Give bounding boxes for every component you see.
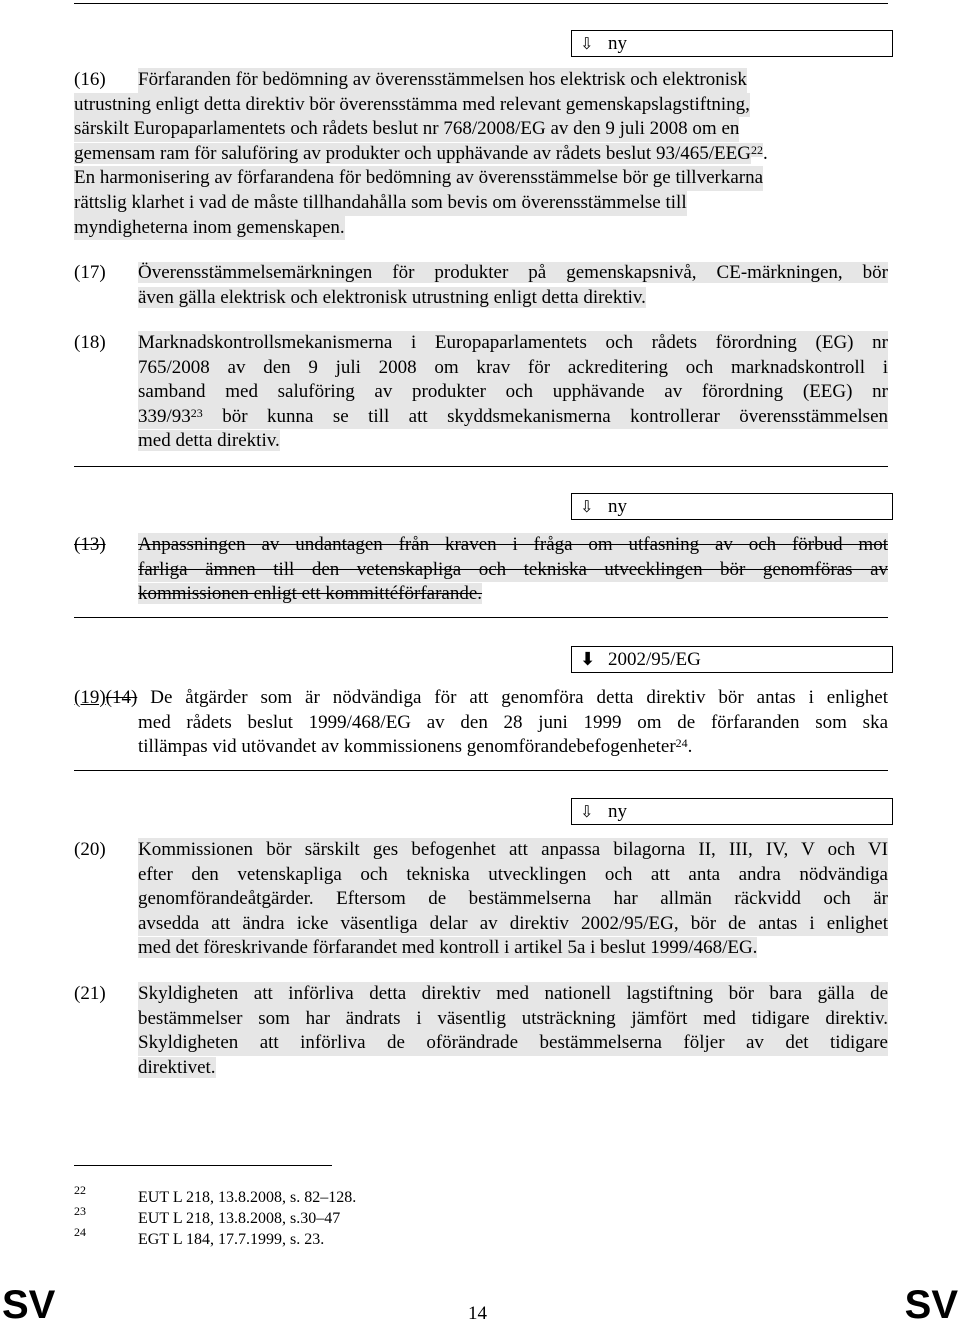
recital-text-line: rättslig klarhet i vad de måste tillhandahålla som bevis om överensstämmelse till [74, 191, 687, 216]
recital-number: (16) [74, 69, 106, 90]
recital-text-line: Anpassningen av undantagen från kraven i fråga om utfasning av och förbud mot [138, 533, 888, 558]
recital-text-line: En harmonisering av förfarandena för bedömning av överensstämmelse bör ge tillverkarna [74, 166, 763, 191]
recital-text-line: samband med saluföring av produkter och upphävande av förordning (EEG) nr [138, 380, 888, 405]
recital-number-new: (19) [74, 687, 106, 708]
recital-text-line: efter den vetenskapliga och tekniska utvecklingen och att anta andra nödvändiga [138, 863, 888, 888]
top-rule [74, 3, 888, 4]
tag-label: ny [608, 495, 627, 517]
recital-text-line: med rådets beslut 1999/468/EG av den 28 juni 1999 om de förfaranden som ska [138, 711, 888, 733]
language-code-right: SV [904, 1283, 958, 1327]
recital-17 [74, 261, 888, 313]
recital-18: (18) Marknadskontrollsmekanismerna i Europaparlamentets och rådets förordning (EG) nr 765/2008 av den 9 juli 2008 om krav för ackreditering och marknadskontroll i samband med saluföring av produkter och upphävande av förordning (EEG) nr $339/93^{23}$ bör kunna se till att skyddsmekanismerna kontrollerar överensstämmelsen med detta direktiv. [74, 332, 888, 452]
recital-text-line: Marknadskontrollsmekanismerna i Europaparlamentets och rådets förordning (EG) nr [138, 331, 888, 356]
outlined-down-arrow-icon: ⇩ [580, 497, 594, 516]
recital-19: (19)(14) De åtgärder som är nödvändiga för att genomföra detta direktiv bör antas i enlighet med rådets beslut 1999/468/EG av den 28 juni 1999 om de förfaranden som ska tillämpas vid utövandet av kommissionens genomförandebefogenheter$^{24}$. [74, 687, 888, 758]
language-code-left: SV [2, 1283, 56, 1327]
recital-text-line: Skyldigheten att införliva detta direktiv med nationell lagstiftning bör bara gälla de [138, 982, 888, 1007]
recital-text-line: 765/2008 av den 9 juli 2008 om krav för ackreditering och marknadskontroll i [138, 356, 888, 381]
recital-text-line: genomförandeåtgärder. Eftersom de bestämmelserna har allmän räckvidd och är [138, 887, 888, 912]
recital-text-line: Förfaranden för bedömning av överensstämmelsen hos elektrisk och elektronisk [138, 68, 747, 93]
recital-text-line: Överensstämmelsemärkningen för produkter på gemenskapsnivå, CE-märkningen, bör [138, 262, 888, 283]
footnote-ref: 24 [675, 736, 688, 751]
amendment-tag-ny [571, 30, 893, 57]
tag-label: 2002/95/EG [608, 648, 701, 670]
section-rule [74, 770, 888, 771]
footnote-text: EGT L 184, 17.7.1999, s. 23. [138, 1231, 325, 1248]
footnote-separator [74, 1165, 332, 1166]
recital-number: (13) [74, 534, 106, 555]
recital-text-line: utrustning enligt detta direktiv bör överensstämma med relevant gemenskapslagstiftning, [74, 93, 750, 118]
recital-text-line: gemensam ram för saluföring av produkter och upphävande av rådets beslut 93/465/EEG [74, 142, 751, 164]
recital-text-line: särskilt Europaparlamentets och rådets beslut nr 768/2008/EG av den 9 juli 2008 om en [74, 117, 739, 142]
recital-13-deleted [74, 533, 888, 609]
amendment-tag-ny [571, 493, 893, 520]
recital-text-line: med det föreskrivande förfarandet med kontroll i artikel 5a i beslut 1999/468/EG. [138, 937, 758, 959]
recital-text-line: farliga ämnen till den vetenskapliga och tekniska utvecklingen bör genomföras av [138, 558, 888, 583]
outlined-down-arrow-icon: ⇩ [580, 34, 594, 53]
bold-down-arrow-icon: ⬇ [580, 649, 596, 670]
recital-number: (17) [74, 262, 106, 283]
recital-text-line: 339/93 [138, 405, 191, 427]
section-rule [74, 466, 888, 467]
recital-text-line: kommissionen enligt ett kommittéförfarande. [138, 583, 483, 605]
recital-number: (18) [74, 332, 106, 353]
recital-text-line: Kommissionen bör särskilt ges befogenhet att anpassa bilagorna II, III, IV, V och VI [138, 838, 888, 863]
footnote-text: EUT L 218, 13.8.2008, s. 82–128. [138, 1189, 357, 1206]
recital-number: (20) [74, 839, 106, 860]
recital-text-line: med detta direktiv. [138, 430, 280, 452]
tag-label: ny [608, 32, 627, 54]
recital-20 [74, 838, 888, 964]
page-number: 14 [468, 1303, 487, 1324]
footnote-number: 23 [74, 1204, 86, 1218]
outlined-down-arrow-icon: ⇩ [580, 802, 594, 821]
amendment-tag-source [571, 646, 893, 673]
footnote-number: 24 [74, 1225, 86, 1239]
recital-number: (21) [74, 983, 106, 1004]
amendment-tag-ny [571, 798, 893, 825]
recital-text-line: även gälla elektrisk och elektronisk utrustning enligt detta direktiv. [138, 286, 646, 308]
recital-text-line: avsedda att ändra icke väsentliga delar av direktiv 2002/95/EG, bör de antas i enlighet [138, 912, 888, 937]
footnote-number: 22 [74, 1183, 86, 1197]
recital-text-line: bestämmelser som har ändrats i väsentlig utsträckning jämfört med tidigare direktiv. [138, 1007, 888, 1032]
recital-text-line: De åtgärder som är nödvändiga för att genomföra detta direktiv bör antas i enlighet [137, 687, 888, 708]
recital-number-old: (14) [105, 687, 138, 708]
recital-text-line: myndigheterna inom gemenskapen. [74, 216, 345, 241]
footnote-ref: 23 [190, 405, 203, 420]
footnote-text: EUT L 218, 13.8.2008, s.30–47 [138, 1210, 341, 1227]
footnote-ref: 22 [750, 142, 763, 157]
tag-label: ny [608, 800, 627, 822]
recital-text-line: Skyldigheten att införliva de oförändrade bestämmelserna följer av det tidigare [138, 1031, 888, 1056]
recital-text-line: direktivet. [138, 1056, 216, 1078]
recital-text-line: tillämpas vid utövandet av kommissionens genomförandebefogenheter [138, 736, 676, 758]
recital-21 [74, 982, 888, 1082]
recital-16: (16) Förfaranden för bedömning av överensstämmelsen hos elektrisk och elektronisk utrustning enligt detta direktiv bör överensstämma med relevant gemenskapslagstiftning, särskilt Europaparlamentets och rådets beslut nr 768/2008/EG av den 9 juli 2008 om en gemensam ram för saluföring av produkter och upphävande av rådets beslut 93/465/EEG$^{22}$. En harmonisering av förfarandena för bedömning av överensstämmelse bör ge tillverkarna rättslig klarhet i vad de måste tillhandahålla som bevis om överensstämmelse till myndigheterna inom gemenskapen. [74, 68, 888, 244]
section-rule [74, 617, 888, 618]
